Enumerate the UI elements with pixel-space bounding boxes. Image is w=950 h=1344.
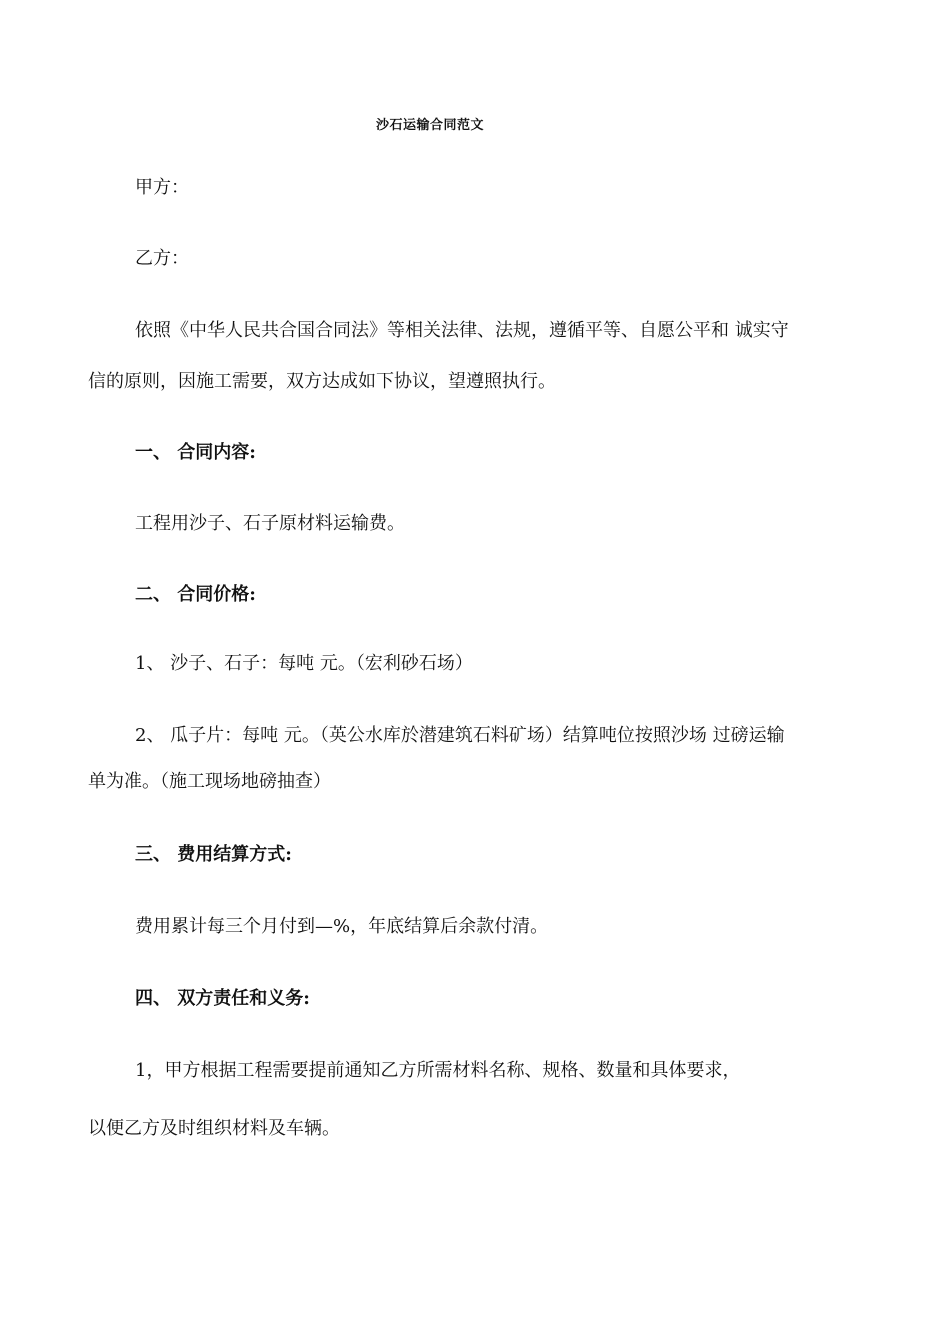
section-2-item-2-line-1: 2、 瓜子片：每吨 元。（英公水库於潜建筑石料矿场）结算吨位按照沙场 过磅运输 bbox=[135, 725, 785, 746]
section-4-heading: 四、 双方责任和义务: bbox=[135, 988, 310, 1009]
preamble-line-1: 依照《中华人民共合国合同法》等相关法律、法规，遵循平等、自愿公平和 诚实守 bbox=[135, 320, 789, 341]
section-3-body: 费用累计每三个月付到—%，年底结算后余款付清。 bbox=[135, 916, 549, 937]
party-a-label: 甲方： bbox=[135, 177, 189, 198]
party-b-label: 乙方： bbox=[135, 248, 189, 269]
section-3-heading: 三、 费用结算方式: bbox=[135, 844, 292, 865]
document-title: 沙石运输合同范文 bbox=[375, 118, 484, 133]
section-1-heading: 一、 合同内容: bbox=[135, 442, 256, 463]
preamble-line-2: 信的原则，因施工需要，双方达成如下协议，望遵照执行。 bbox=[88, 371, 556, 392]
section-4-item-1-line-1: 1，甲方根据工程需要提前通知乙方所需材料名称、规格、数量和具体要求， bbox=[135, 1060, 741, 1081]
section-1-body: 工程用沙子、石子原材料运输费。 bbox=[135, 513, 405, 534]
section-2-item-1: 1、 沙子、石子：每吨 元。（宏利砂石场） bbox=[135, 653, 473, 674]
section-2-heading: 二、 合同价格: bbox=[135, 584, 256, 605]
section-4-item-1-line-2: 以便乙方及时组织材料及车辆。 bbox=[88, 1118, 340, 1139]
section-2-item-2-line-2: 单为准。（施工现场地磅抽查） bbox=[88, 771, 331, 792]
